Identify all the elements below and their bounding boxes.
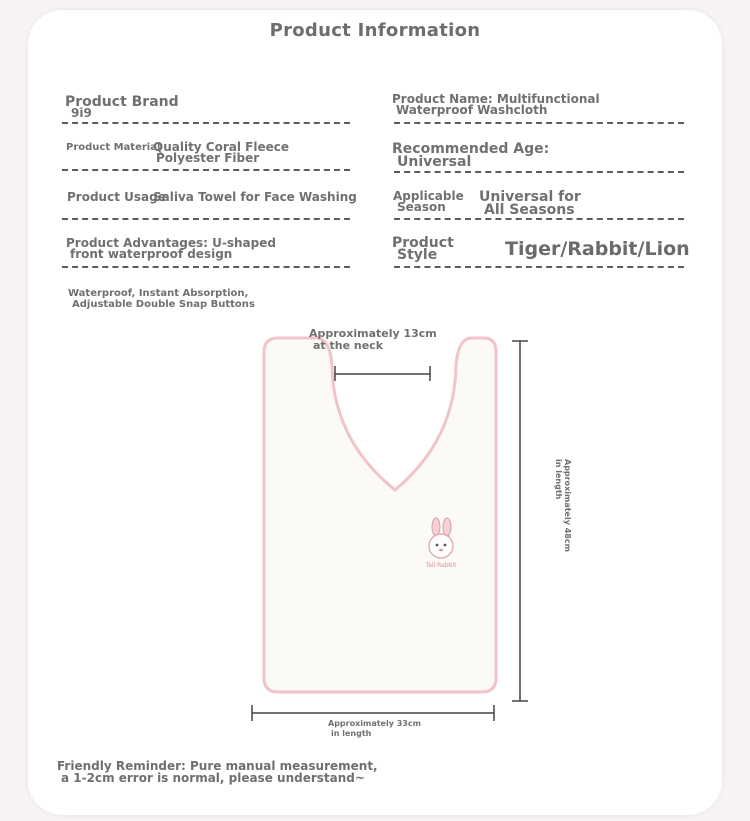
- neck-line-1: Approximately 13cm: [309, 327, 437, 340]
- features-line-1: Waterproof, Instant Absorption,: [68, 288, 249, 299]
- style-value: Tiger/Rabbit/Lion: [505, 238, 690, 260]
- name-line-2: Waterproof Washcloth: [396, 103, 548, 117]
- width-line-1: Approximately 33cm: [328, 719, 421, 728]
- length-line-2: in length: [554, 459, 563, 500]
- brand-value: 9i9: [71, 106, 92, 120]
- length-dimension: [554, 459, 572, 589]
- age-label: Recommended Age:: [392, 141, 550, 157]
- style-label-2: Style: [397, 247, 438, 263]
- friendly-reminder: [57, 760, 378, 784]
- page-title: Product Information: [269, 20, 481, 41]
- width-line-2: in length: [331, 729, 372, 738]
- age-value: Universal: [397, 154, 472, 170]
- material-line-2: Polyester Fiber: [156, 151, 260, 165]
- width-dimension: [328, 719, 421, 739]
- advantages-line-2: front waterproof design: [70, 247, 233, 261]
- material-label: Product Material: [66, 142, 161, 153]
- brand-label: Product Brand: [65, 94, 179, 110]
- material-line-1: Quality Coral Fleece: [153, 140, 290, 154]
- usage-value: Saliva Towel for Face Washing: [153, 190, 357, 204]
- season-label-1: Applicable: [393, 189, 464, 203]
- neck-line-2: at the neck: [313, 339, 384, 352]
- advantages-line-1: Product Advantages: U-shaped: [66, 236, 276, 250]
- name-line-1: Product Name: Multifunctional: [392, 92, 600, 106]
- embroidery-label: Tail Rabbit: [425, 562, 457, 569]
- reminder-line-2: a 1-2cm error is normal, please understand~: [61, 771, 365, 785]
- reminder-line-1: Friendly Reminder: Pure manual measurement,: [57, 759, 378, 773]
- bib-shape: [264, 338, 496, 692]
- neck-dimension: [309, 328, 437, 352]
- season-label-2: Season: [397, 200, 446, 214]
- usage-label: Product Usage: [67, 190, 166, 204]
- season-value-1: Universal for: [479, 189, 581, 205]
- season-value-2: All Seasons: [484, 202, 575, 218]
- length-line-1: Approximately 48cm: [563, 459, 572, 552]
- style-label-1: Product: [392, 235, 454, 251]
- features-line-2: Adjustable Double Snap Buttons: [72, 299, 255, 310]
